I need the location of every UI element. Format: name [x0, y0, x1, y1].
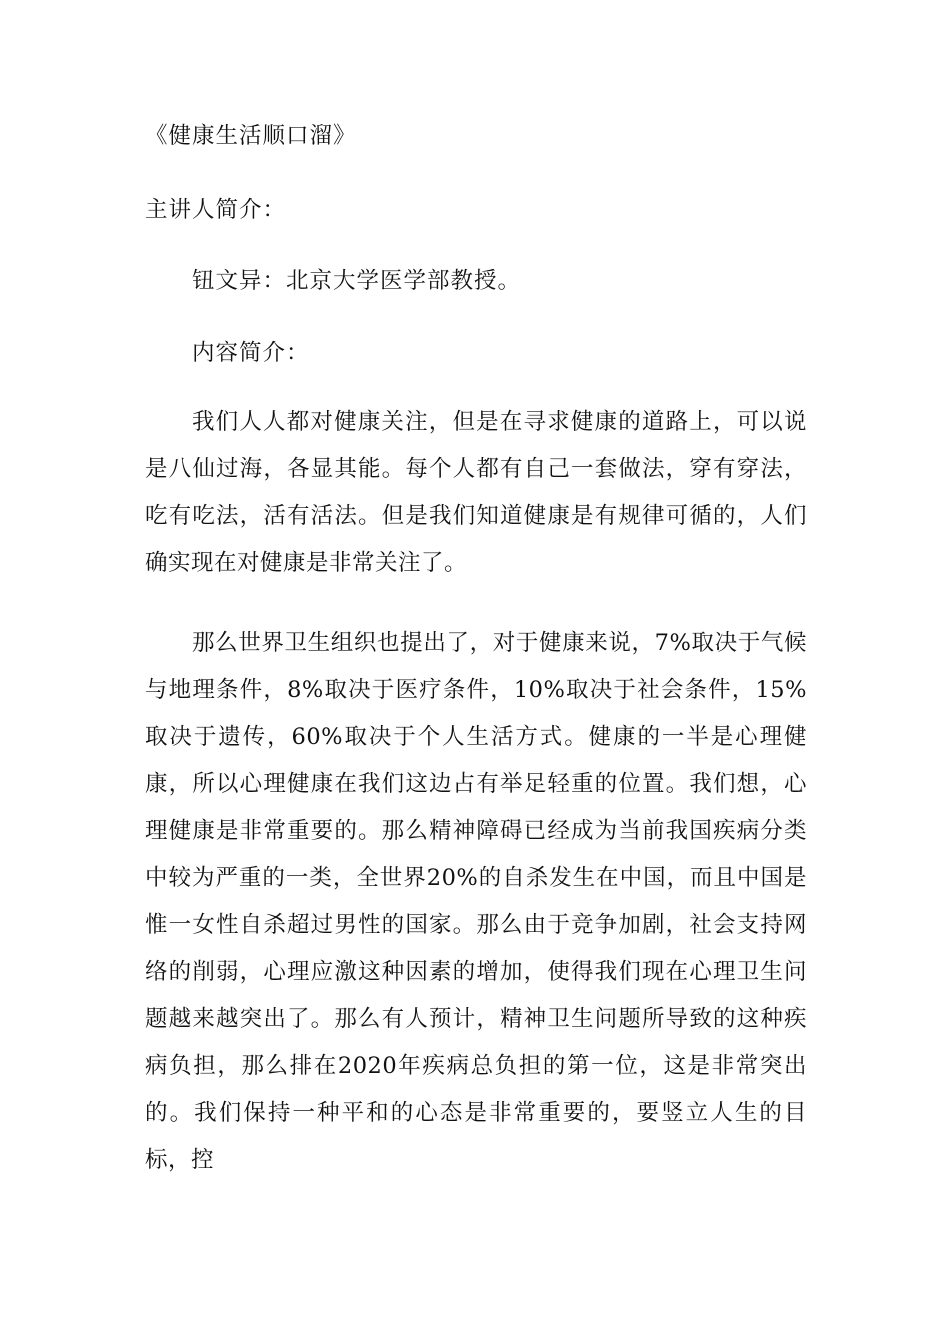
speaker-info: 钮文异：北京大学医学部教授。	[192, 268, 522, 294]
speaker-heading: 主讲人简介：	[145, 197, 287, 223]
body-paragraph-1: 我们人人都对健康关注，但是在寻求健康的道路上，可以说是八仙过海，各显其能。每个人都有自己一套做法，穿有穿法，吃有吃法，活有活法。但是我们知道健康是有规律可循的，人们确实现在对健康是非常关注了。	[145, 409, 807, 576]
body-paragraph-2: 那么世界卫生组织也提出了，对于健康来说，7%取决于气候与地理条件，8%取决于医疗条件，10%取决于社会条件，15%取决于遗传，60%取决于个人生活方式。健康的一半是心理健康，所以心理健康在我们这边占有举足轻重的位置。我们想，心理健康是非常重要的。那么精神障碍已经成为当前我国疾病分类中较为严重的一类，全世界20%的自杀发生在中国，而且中国是惟一女性自杀超过男性的国家。那么由于竞争加剧，社会支持网络的削弱，心理应激这种因素的增加，使得我们现在心理卫生问题越来越突出了。那么有人预计，精神卫生问题所导致的这种疾病负担，那么排在2020年疾病总负担的第一位，这是非常突出的。我们保持一种平和的心态是非常重要的，要竖立人生的目标，控	[145, 630, 807, 1173]
content-heading: 内容简介：	[192, 340, 310, 366]
document-title: 《健康生活顺口溜》	[145, 123, 357, 149]
